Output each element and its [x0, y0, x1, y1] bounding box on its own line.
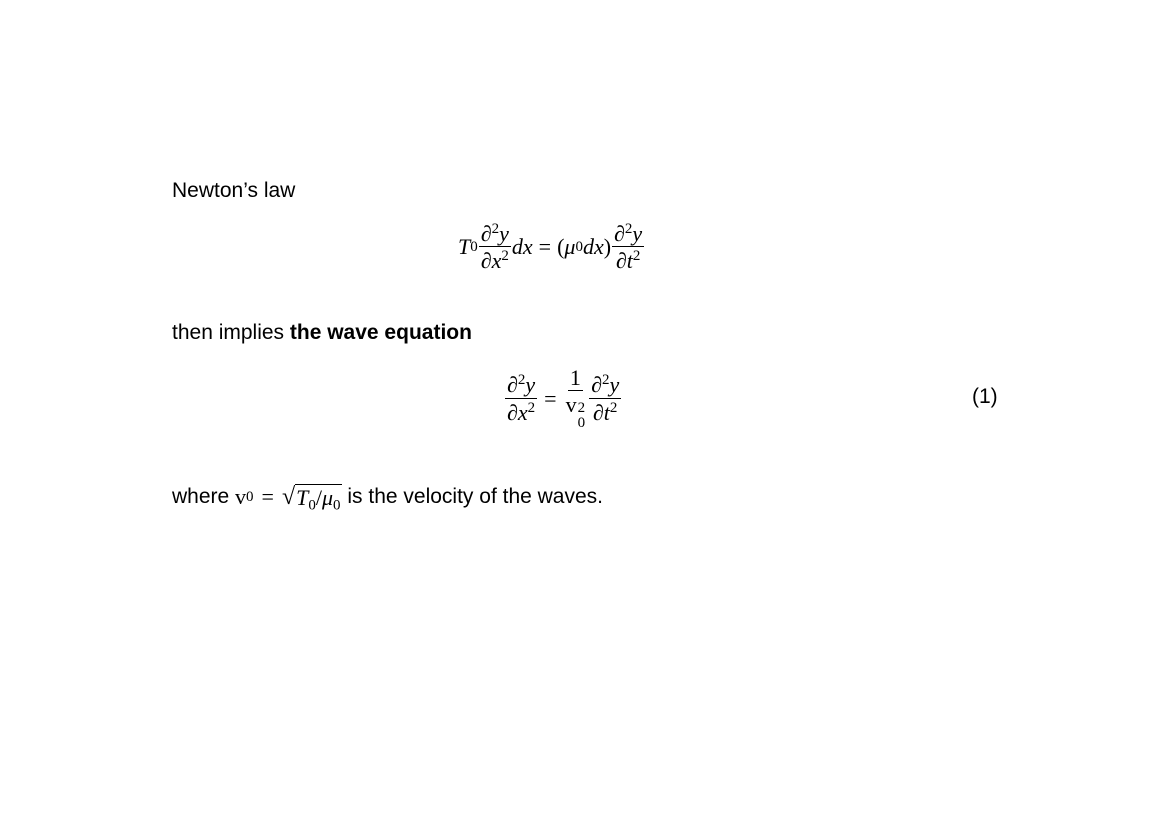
wave-equation: $\frac{\partial^2y}{\partial x^2}$ = 1 v 2 0 $\frac{\partial^2y}{\partial t^2}$: [507, 365, 620, 432]
newtons-law-equation: T 0 $\frac{\partial^2y}{\partial x^2}$ dx = ( μ 0 dx ) $\frac{\partial^2y}{\partial t^2}$: [458, 220, 643, 274]
equation-number: (1): [972, 385, 998, 408]
velocity-definition: v 0 = √ $T_0/\mu_0$: [235, 483, 341, 514]
tension-symbol: T: [458, 234, 471, 260]
inverse-velocity-fraction: 1 v 2 0: [565, 365, 586, 432]
wave-equation-term: the wave equation: [289, 321, 472, 344]
lhs-fraction: $\frac{\partial^2y}{\partial x^2}$: [507, 372, 536, 425]
second-partial-x-fraction: $\frac{\partial^2y}{\partial x^2}$: [480, 220, 509, 274]
velocity-suffix-text: is the velocity of the waves.: [341, 485, 604, 508]
newtons-law-text: Newton’s law: [172, 179, 296, 202]
paragraph-implies: [172, 322, 472, 343]
where-text: where: [172, 485, 236, 508]
second-partial-t-fraction: $\frac{\partial^2y}{\partial t^2}$: [614, 220, 643, 274]
rhs-fraction: $\frac{\partial^2y}{\partial t^2}$: [591, 372, 620, 425]
implies-text: then implies: [172, 321, 290, 344]
paragraph-velocity: [172, 483, 604, 514]
paragraph-newtons-law: [172, 180, 295, 201]
square-root: √ $T_0/\mu_0$: [281, 484, 341, 514]
